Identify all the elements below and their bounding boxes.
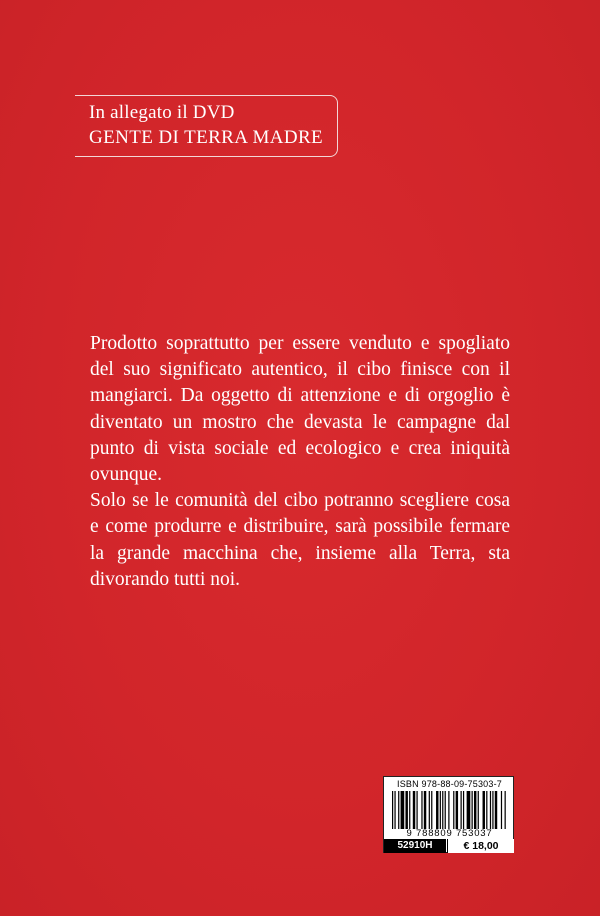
- product-code: 52910H: [384, 839, 446, 853]
- book-blurb: [90, 331, 510, 593]
- price-tag: € 18,00: [447, 839, 514, 853]
- dvd-notice-line1: In allegato il DVD: [89, 102, 235, 123]
- blurb-paragraph-2: Solo se le comunità del cibo potranno scegliere cosa e come produrre e distribuire, sarà possibile fermare la grande macchina che, insieme alla Terra, sta divorando tutti noi.: [90, 490, 510, 590]
- dvd-notice-title: GENTE DI TERRA MADRE: [89, 127, 324, 148]
- barcode-icon: [392, 791, 507, 829]
- barcode-label: [383, 776, 514, 853]
- isbn-number: ISBN 978-88-09-75303-7: [397, 779, 502, 789]
- dvd-notice-box: [75, 95, 338, 157]
- blurb-paragraph-1: Prodotto soprattutto per essere venduto e spogliato del suo significato autentico, il cibo finisce con il mangiarci. Da oggetto di attenzione e di orgoglio è diventato un mostro che devasta le campagne dal punto di vista sociale ed ecologico e crea iniquità ovunque.: [90, 333, 510, 486]
- barcode-digits: 9 788809 753037: [406, 828, 493, 839]
